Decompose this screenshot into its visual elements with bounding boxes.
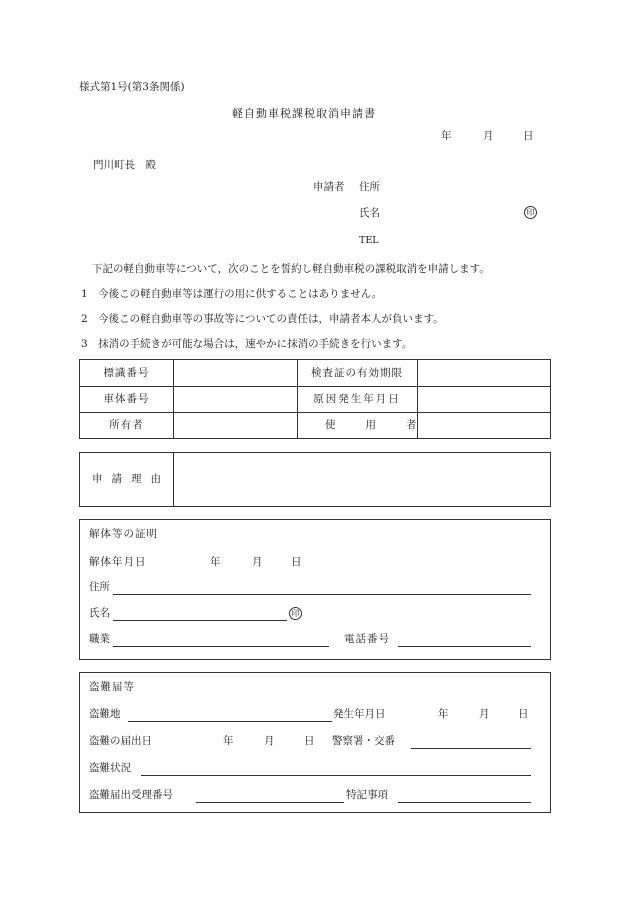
remarks-line[interactable] [398, 802, 531, 803]
form-title: 軽自動車税課税取消申請書 [232, 107, 376, 120]
pledge-item: 1 今後この軽自動車等は運行の用に供することはありません。 [81, 288, 383, 300]
phone-line[interactable] [398, 646, 531, 647]
dismantle-seal [289, 607, 302, 620]
dismantle-day: 日 [291, 556, 302, 568]
dismantle-heading: 解体等の証明 [89, 528, 158, 540]
form-number: 様式第1号(第3条関係) [79, 81, 185, 93]
reason-box [79, 452, 551, 507]
chassis-number-label: 車体番号 [103, 393, 150, 405]
date-year: 年 [441, 130, 452, 142]
theft-report-day: 日 [304, 735, 315, 747]
occupation-label: 職業 [89, 633, 110, 645]
addressee: 門川町長 殿 [93, 159, 156, 171]
dismantle-name-label: 氏名 [89, 607, 110, 619]
theft-place-line[interactable] [128, 721, 332, 722]
dismantle-address-line[interactable] [113, 594, 531, 595]
theft-status-label: 盗難状況 [89, 762, 131, 774]
theft-receipt-label: 盗難届出受理番号 [89, 789, 173, 801]
user-label: 使用者 [325, 419, 447, 431]
dismantle-section [79, 519, 551, 660]
theft-occurred-label: 発生年月日 [333, 708, 386, 720]
dismantle-address-label: 住所 [89, 581, 110, 593]
theft-heading: 盗難届等 [89, 681, 135, 693]
theft-receipt-line[interactable] [196, 802, 344, 803]
applicant-label: 申請者 [313, 181, 345, 193]
theft-report-month: 月 [264, 735, 275, 747]
cause-date-label: 原因発生年月日 [313, 393, 401, 405]
date-month: 月 [483, 130, 494, 142]
phone-label: 電話番号 [344, 633, 390, 645]
police-station-label: 警察署・交番 [332, 735, 395, 747]
theft-report-date-label: 盗難の届出日 [89, 735, 152, 747]
police-station-line[interactable] [411, 748, 531, 749]
reason-label: 申請理由 [92, 473, 170, 485]
theft-place-label: 盗難地 [89, 708, 121, 720]
dismantle-year: 年 [210, 556, 221, 568]
dismantle-month: 月 [252, 556, 263, 568]
occupation-line[interactable] [113, 646, 329, 647]
seal-mark: 印 [289, 607, 302, 620]
applicant-tel-label: TEL [359, 235, 379, 246]
applicant-address-label: 住所 [359, 181, 380, 193]
applicant-name-label: 氏名 [359, 207, 380, 219]
theft-status-line[interactable] [141, 775, 531, 776]
vehicle-table [79, 359, 551, 439]
theft-occurred-day: 日 [518, 708, 529, 720]
theft-report-year: 年 [223, 735, 234, 747]
theft-occurred-month: 月 [479, 708, 490, 720]
pledge-item: 3 抹消の手続きが可能な場合は，速やかに抹消の手続きを行います。 [81, 338, 413, 350]
inspection-expiry-label: 検査証の有効期限 [311, 367, 403, 379]
remarks-label: 特記事項 [346, 789, 388, 801]
theft-section [79, 672, 551, 813]
dismantle-date-label: 解体年月日 [89, 556, 147, 568]
date-day: 日 [523, 130, 534, 142]
pledge-item: 2 今後この軽自動車等の事故等についての責任は，申請者本人が負います。 [81, 313, 444, 325]
statement-text: 下記の軽自動車等について，次のことを誓約し軽自動車税の課税取消を申請します。 [92, 263, 490, 275]
owner-label: 所有者 [109, 419, 144, 431]
applicant-seal [524, 206, 537, 219]
theft-occurred-year: 年 [438, 708, 449, 720]
dismantle-name-line[interactable] [113, 620, 287, 621]
seal-mark: 印 [524, 206, 537, 219]
plate-number-label: 標識番号 [103, 367, 150, 379]
